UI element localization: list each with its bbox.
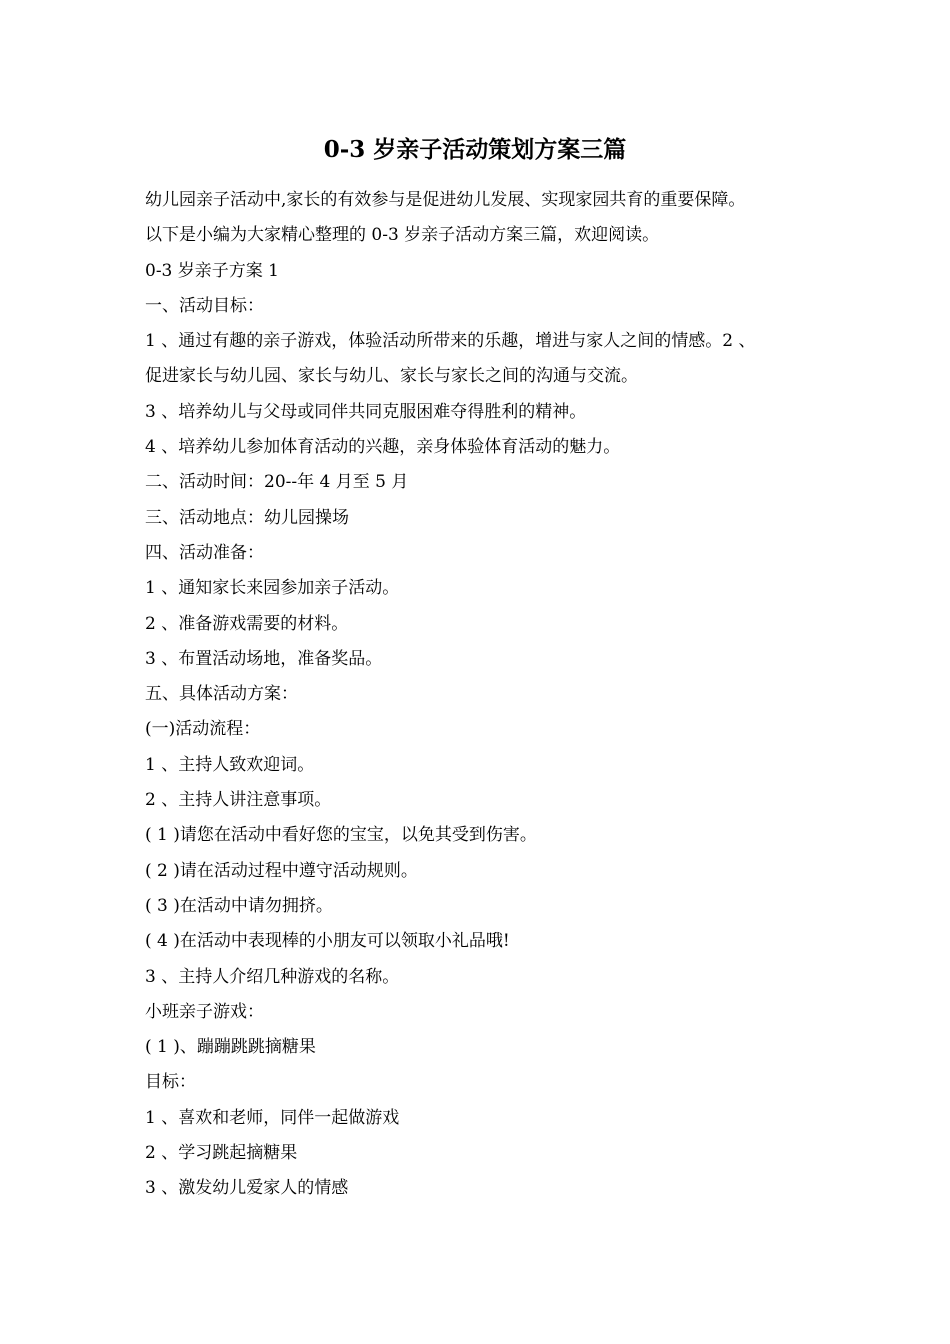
document-body — [145, 183, 825, 1207]
list-item: 1 、主持人致欢迎词。 — [145, 754, 315, 775]
list-item: 3 、激发幼儿爱家人的情感 — [145, 1178, 349, 1199]
section-heading: 0-3 岁亲子方案 1 — [145, 260, 279, 281]
section-heading: 目标： — [145, 1072, 196, 1093]
list-item: ( 1 )、蹦蹦跳跳摘糖果 — [145, 1037, 316, 1058]
list-item: 2 、准备游戏需要的材料。 — [145, 613, 349, 634]
list-item: 3 、布置活动场地，准备奖品。 — [145, 648, 383, 669]
paragraph-line: 1 、通过有趣的亲子游戏，体验活动所带来的乐趣，增进与家人之间的情感。2 、 — [145, 331, 756, 352]
list-item: 3 、培养幼儿与父母或同伴共同克服困难夺得胜利的精神。 — [145, 401, 587, 422]
paragraph-line: 以下是小编为大家精心整理的 0-3 岁亲子活动方案三篇，欢迎阅读。 — [145, 225, 660, 246]
list-item: ( 2 )请在活动过程中遵守活动规则。 — [145, 860, 418, 881]
section-heading: (一)活动流程： — [145, 719, 261, 740]
list-item: 1 、喜欢和老师，同伴一起做游戏 — [145, 1107, 400, 1128]
list-item: 1 、通知家长来园参加亲子活动。 — [145, 578, 400, 599]
paragraph-line: 幼儿园亲子活动中,家长的有效参与是促进幼儿发展、实现家园共育的重要保障。 — [145, 190, 746, 210]
list-item: 3 、主持人介绍几种游戏的名称。 — [145, 966, 400, 987]
paragraph-line: 促进家长与幼儿园、家长与幼儿、家长与家长之间的沟通与交流。 — [145, 366, 638, 387]
section-heading: 一、活动目标： — [145, 295, 264, 316]
list-item: 2 、学习跳起摘糖果 — [145, 1143, 298, 1164]
list-item: 2 、主持人讲注意事项。 — [145, 790, 332, 811]
list-item: ( 3 )在活动中请勿拥挤。 — [145, 895, 333, 916]
list-item: 4 、培养幼儿参加体育活动的兴趣，亲身体验体育活动的魅力。 — [145, 437, 621, 458]
document-title: 0-3 岁亲子活动策划方案三篇 — [323, 136, 627, 163]
section-heading: 五、具体活动方案： — [145, 684, 298, 705]
list-item: ( 1 )请您在活动中看好您的宝宝，以免其受到伤害。 — [145, 825, 537, 846]
section-heading: 二、活动时间：20--年 4 月至 5 月 — [145, 472, 409, 493]
section-heading: 三、活动地点：幼儿园操场 — [145, 507, 349, 528]
section-heading: 小班亲子游戏： — [145, 1001, 264, 1022]
section-heading: 四、活动准备： — [145, 542, 264, 563]
list-item: ( 4 )在活动中表现棒的小朋友可以领取小礼品哦! — [145, 931, 510, 952]
